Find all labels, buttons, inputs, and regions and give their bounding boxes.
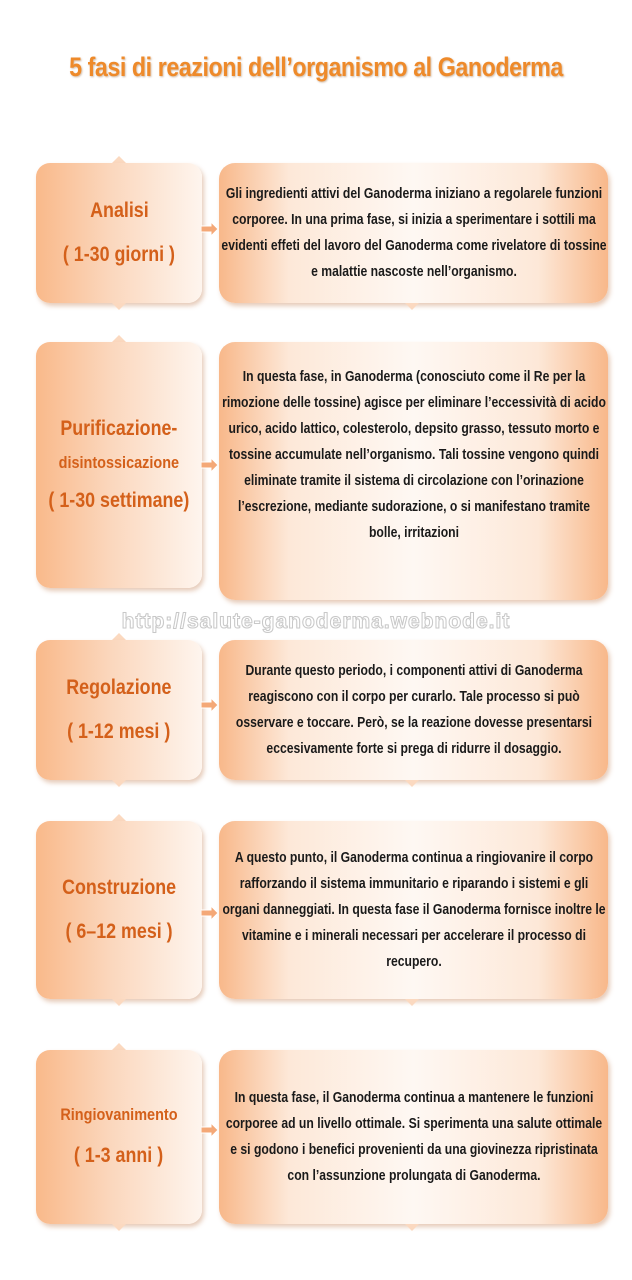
phase-description-box-purificazione bbox=[219, 342, 608, 600]
phase-description-box-regolazione bbox=[219, 640, 608, 780]
connector-notch bbox=[112, 1043, 126, 1050]
phase-duration: ( 1-30 giorni ) bbox=[62, 242, 176, 266]
phase-name: Regolazione bbox=[66, 676, 172, 700]
connector-notch bbox=[112, 814, 126, 821]
phase-description-box-construzione bbox=[219, 821, 608, 999]
connector-notch bbox=[112, 780, 126, 787]
connector-notch bbox=[112, 1224, 126, 1231]
connector-notch bbox=[405, 999, 419, 1006]
arrow-right-icon bbox=[201, 1122, 219, 1138]
phase-name: Analisi bbox=[89, 199, 149, 223]
phase-name-line2: disintossicazione bbox=[58, 453, 180, 473]
phase-description: In questa fase, il Ganoderma continua a mantenere le funzioni corporee ad un livello ottimale. Si sperimenta una salute ottimale e si godono i benefici provenienti da una giovinezza ripristinata con l’assunzione prolungata di Ganoderma. bbox=[225, 1090, 602, 1184]
phase-duration: ( 1-30 settimane) bbox=[48, 488, 190, 512]
phase-label-box-regolazione bbox=[36, 640, 202, 780]
phase-description: In questa fase, in Ganoderma (conosciuto come il Re per la rimozione delle tossine) agisce per eliminare l’eccessività di acido urico, acido lattico, colesterolo, depsito grasso, tessuto morto e tossine accumulate nell’organismo. Tali tossine vengono quindi eliminate tramite il sistema di circolazione con l’orinazione l’escrezione, mediante sudorazione, o si manifestano tramite bolle, irritazioni bbox=[221, 369, 606, 541]
phase-label-box-ringiovanimento bbox=[36, 1050, 202, 1224]
connector-notch bbox=[405, 303, 419, 310]
phase-name: Purificazione- bbox=[60, 417, 178, 441]
page-title: 5 fasi di reazioni dell’organismo al Ganoderma bbox=[69, 52, 563, 82]
phase-label-box-analisi bbox=[36, 163, 202, 303]
arrow-right-icon bbox=[201, 697, 219, 713]
connector-notch bbox=[112, 156, 126, 163]
phase-duration: ( 1-3 anni ) bbox=[74, 1144, 164, 1168]
phase-duration: ( 1-12 mesi ) bbox=[67, 719, 171, 743]
phase-label-box-purificazione bbox=[36, 342, 202, 588]
phase-description: Gli ingredienti attivi del Ganoderma iniziano a regolarele funzioni corporee. In una prima fase, si inizia a sperimentare i sottili ma evidenti effeti del lavoro del Ganoderma come rivelatore di tossine e malattie nascoste nell’organismo. bbox=[220, 186, 607, 280]
phase-description: Durante questo periodo, i componenti attivi di Ganoderma reagiscono con il corpo per curarlo. Tale processo si può osservare e toccare. Però, se la reazione dovesse presentarsi eccesivamente forte si prega di ridurre il dosaggio. bbox=[235, 663, 592, 757]
connector-notch bbox=[112, 633, 126, 640]
arrow-right-icon bbox=[201, 905, 219, 921]
phase-name: Ringiovanimento bbox=[60, 1104, 178, 1124]
phase-description-box-analisi bbox=[219, 163, 608, 303]
phase-label-box-construzione bbox=[36, 821, 202, 999]
arrow-right-icon bbox=[201, 221, 219, 237]
watermark-url: http://salute-ganoderma.webnode.it bbox=[121, 610, 511, 633]
phase-name: Construzione bbox=[61, 876, 177, 900]
phase-description-box-ringiovanimento bbox=[219, 1050, 608, 1224]
phase-description: A questo punto, il Ganoderma continua a ringiovanire il corpo rafforzando il sistema immunitario e riparando i sistemi e gli organi danneggiati. In questa fase il Ganoderma fornisce inoltre le vitamine e i minerali necessari per accelerare il processo di recupero. bbox=[221, 850, 606, 970]
connector-notch bbox=[112, 303, 126, 310]
phase-duration: ( 6–12 mesi ) bbox=[65, 919, 173, 943]
connector-notch bbox=[112, 999, 126, 1006]
connector-notch bbox=[405, 780, 419, 787]
arrow-right-icon bbox=[201, 457, 219, 473]
connector-notch bbox=[112, 335, 126, 342]
connector-notch bbox=[405, 1224, 419, 1231]
